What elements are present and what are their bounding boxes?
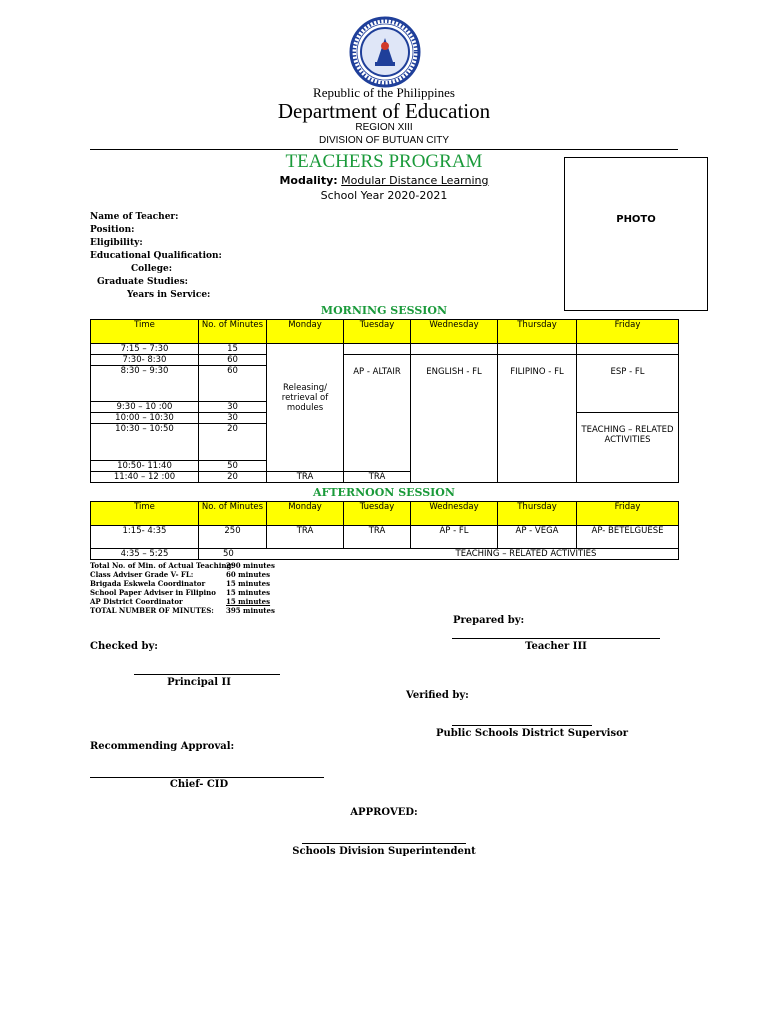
afternoon-schedule-table <box>90 501 679 560</box>
header-cell: Time <box>91 320 199 344</box>
time-cell: 1:15- 4:35 <box>91 526 199 549</box>
wednesday-text: ENGLISH - FL <box>426 367 482 377</box>
summary-label: Class Adviser Grade V- FL: <box>90 570 194 579</box>
minutes-cell: 250 <box>199 526 267 549</box>
header-cell: Monday <box>267 320 344 344</box>
modality-label: Modality: <box>279 174 338 187</box>
time-cell: 10:00 – 10:30 <box>91 413 199 424</box>
header-cell: Wednesday <box>411 502 498 526</box>
college-label: College: <box>131 264 173 274</box>
modality-line <box>200 174 568 187</box>
friday-teaching-text: TEACHING – RELATED ACTIVITIES <box>581 425 674 445</box>
header-cell: Tuesday <box>344 320 411 344</box>
time-cell: 11:40 – 12 :00 <box>91 472 199 483</box>
empty-cell <box>411 344 498 355</box>
summary-label: AP District Coordinator <box>90 597 183 606</box>
verified-by-label: Verified by: <box>406 690 469 701</box>
minutes-cell: 20 <box>199 472 267 483</box>
minutes-cell: 60 <box>199 355 267 366</box>
psds-signature-line <box>452 725 592 726</box>
time-cell: 10:50- 11:40 <box>91 461 199 472</box>
table-header-row <box>91 502 679 526</box>
tuesday-text: AP - ALTAIR <box>353 367 401 377</box>
teacher-signature-line <box>452 638 660 639</box>
summary-value: 15 minutes <box>226 597 271 606</box>
table-header-row <box>91 320 679 344</box>
department-title: Department of Education <box>277 99 491 123</box>
photo-box <box>564 157 708 311</box>
monday-tra-cell: TRA <box>267 472 344 483</box>
summary-label: School Paper Adviser in Filipino <box>90 588 216 597</box>
friday-cell <box>577 355 679 413</box>
qualification-label: Educational Qualification: <box>90 251 222 261</box>
position-label: Position: <box>90 225 135 235</box>
header-cell: No. of Minutes <box>199 502 267 526</box>
monday-cell <box>267 344 344 472</box>
wednesday-tra-cell: TRA <box>344 472 411 483</box>
division-label: DIVISION OF BUTUAN CITY <box>318 135 449 146</box>
header-cell: Time <box>91 502 199 526</box>
principal-signature-line <box>134 674 280 675</box>
thursday-cell: AP - VEGA <box>498 526 577 549</box>
summary-label: Total No. of Min. of Actual Teaching: <box>90 561 234 570</box>
minutes-cell: 15 <box>199 344 267 355</box>
header-cell: Thursday <box>498 502 577 526</box>
time-cell: 8:30 – 9:30 <box>91 366 199 402</box>
summary-value: 290 minutes <box>226 561 275 570</box>
chief-signature-line <box>90 777 324 778</box>
empty-cell <box>498 344 577 355</box>
republic-label: Republic of the Philippines <box>313 85 455 100</box>
name-of-teacher-label: Name of Teacher: <box>90 212 179 222</box>
school-year: School Year 2020-2021 <box>320 189 448 202</box>
page-title: TEACHERS PROGRAM <box>285 151 483 172</box>
table-row <box>91 344 679 355</box>
time-cell: 10:30 – 10:50 <box>91 424 199 461</box>
minutes-cell: 30 <box>199 402 267 413</box>
time-cell: 4:35 – 5:25 <box>91 549 199 560</box>
header-cell: Thursday <box>498 320 577 344</box>
sds-title: Schools Division Superintendent <box>292 846 476 857</box>
principal-title: Principal II <box>167 677 231 688</box>
wednesday-cell <box>411 355 498 483</box>
minutes-cell: 20 <box>199 424 267 461</box>
summary-label: TOTAL NUMBER OF MINUTES: <box>90 606 214 615</box>
empty-cell <box>344 549 411 560</box>
summary-value: 395 minutes <box>226 606 275 615</box>
minutes-cell: 50 <box>199 549 267 560</box>
table-row <box>91 526 679 549</box>
summary-value: 15 minutes <box>226 579 271 588</box>
minutes-cell: 30 <box>199 413 267 424</box>
teaching-activities-cell: TEACHING – RELATED ACTIVITIES <box>411 549 679 560</box>
empty-cell <box>577 344 679 355</box>
table-row <box>91 549 679 560</box>
deped-seal-icon <box>349 16 421 88</box>
time-cell: 7:15 – 7:30 <box>91 344 199 355</box>
prepared-by-label: Prepared by: <box>453 615 525 626</box>
empty-cell <box>267 549 344 560</box>
thursday-text: FILIPINO - FL <box>510 367 564 377</box>
header-cell: Monday <box>267 502 344 526</box>
header-divider <box>90 149 678 150</box>
years-in-service-label: Years in Service: <box>127 290 211 300</box>
graduate-studies-label: Graduate Studies: <box>97 277 188 287</box>
tuesday-cell <box>344 355 411 472</box>
time-cell: 7:30- 8:30 <box>91 355 199 366</box>
summary-value: 15 minutes <box>226 588 271 597</box>
teacher-title: Teacher III <box>525 641 587 652</box>
summary-label: Brigada Eskwela Coordinator <box>90 579 206 588</box>
recommending-approval-label: Recommending Approval: <box>90 741 235 752</box>
minutes-cell: 60 <box>199 366 267 402</box>
header-cell: Friday <box>577 502 679 526</box>
header-cell: Wednesday <box>411 320 498 344</box>
time-cell: 9:30 – 10 :00 <box>91 402 199 413</box>
thursday-cell <box>498 355 577 483</box>
monday-cell: TRA <box>267 526 344 549</box>
header-cell: Tuesday <box>344 502 411 526</box>
monday-text: Releasing/ retrieval of modules <box>281 382 329 413</box>
table-row <box>91 355 679 366</box>
approved-label: APPROVED: <box>350 807 418 818</box>
friday-text: ESP - FL <box>610 367 645 377</box>
summary-value: 60 minutes <box>226 570 271 579</box>
afternoon-session-title: AFTERNOON SESSION <box>313 486 455 499</box>
eligibility-label: Eligibility: <box>90 238 143 248</box>
chief-title: Chief- CID <box>169 779 229 790</box>
tuesday-cell: TRA <box>344 526 411 549</box>
modality-value: Modular Distance Learning <box>341 174 489 187</box>
wednesday-cell: AP - FL <box>411 526 498 549</box>
header-cell: No. of Minutes <box>199 320 267 344</box>
checked-by-label: Checked by: <box>90 641 158 652</box>
psds-title: Public Schools District Supervisor <box>435 728 629 739</box>
morning-schedule-table <box>90 319 679 483</box>
empty-cell <box>344 344 411 355</box>
morning-session-title: MORNING SESSION <box>320 304 448 317</box>
friday-teaching-cell <box>577 413 679 483</box>
sds-signature-line <box>302 843 466 844</box>
photo-label: PHOTO <box>616 214 656 225</box>
minutes-cell: 50 <box>199 461 267 472</box>
header-cell: Friday <box>577 320 679 344</box>
region-label: REGION XIII <box>355 122 413 133</box>
friday-cell: AP- BETELGUESE <box>577 526 679 549</box>
